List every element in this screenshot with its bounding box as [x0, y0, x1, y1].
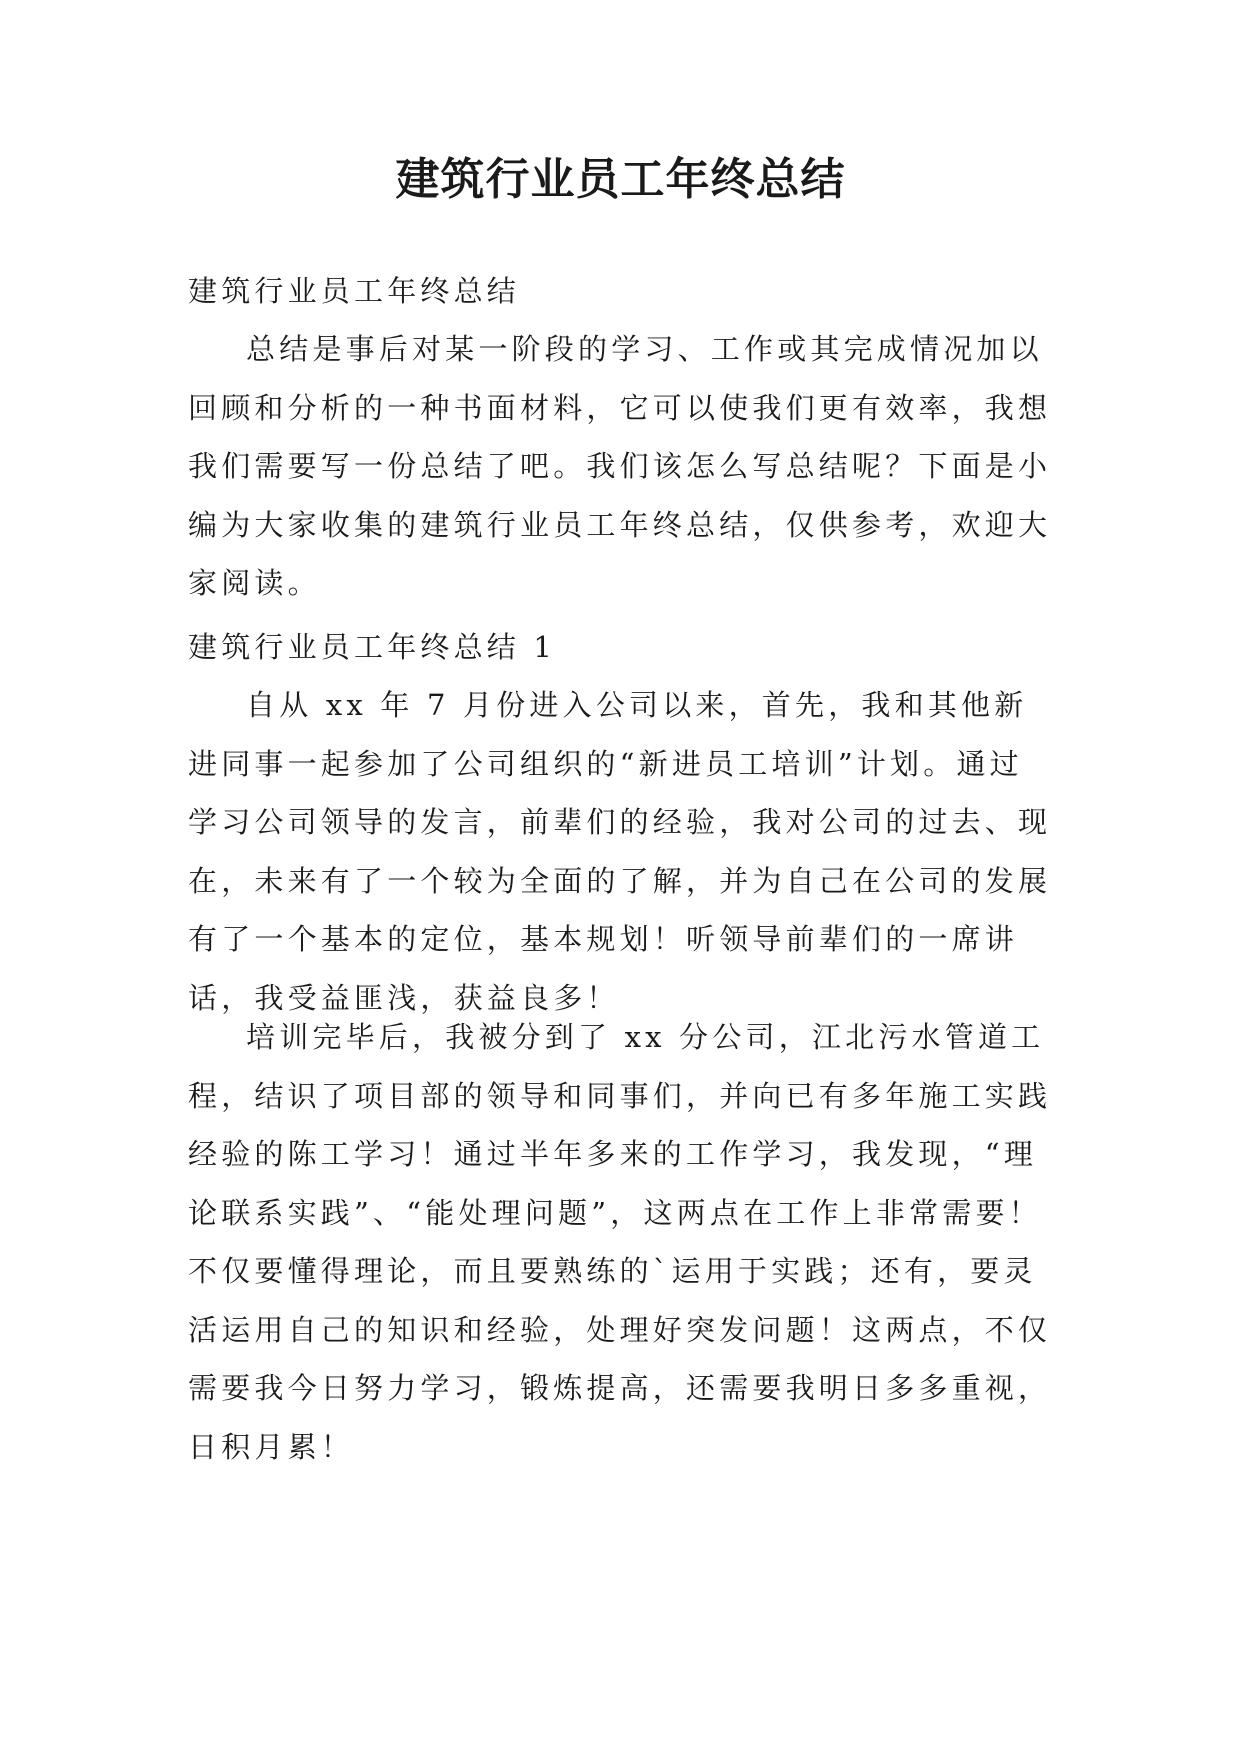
- document-title: 建筑行业员工年终总结: [395, 154, 846, 205]
- section-1-paragraph-1: 自从 xx 年 7 月份进入公司以来，首先，我和其他新进同事一起参加了公司组织的“新进员工培训”计划。通过学习公司领导的发言，前辈们的经验，我对公司的过去、现在，未来有了一个较为全面的了解，并为自己在公司的发展有了一个基本的定位，基本规划！听领导前辈们的一席讲话，我受益匪浅，获益良多！: [188, 688, 1052, 1015]
- section-1-heading: 建筑行业员工年终总结 1: [188, 630, 557, 664]
- document-subtitle: 建筑行业员工年终总结: [188, 274, 521, 308]
- section-1-paragraph-2: 培训完毕后，我被分到了 xx 分公司，江北污水管道工程，结识了项目部的领导和同事们，并向已有多年施工实践经验的陈工学习！通过半年多来的工作学习，我发现，“理论联系实践”、“能处理问题”，这两点在工作上非常需要！不仅要懂得理论，而且要熟练的`运用于实践；还有，要灵活运用自己的知识和经验，处理好突发问题！这两点，不仅需要我今日努力学习，锻炼提高，还需要我明日多多重视，日积月累！: [188, 1020, 1052, 1464]
- intro-paragraph: 总结是事后对某一阶段的学习、工作或其完成情况加以回顾和分析的一种书面材料，它可以使我们更有效率，我想我们需要写一份总结了吧。我们该怎么写总结呢？下面是小编为大家收集的建筑行业员工年终总结，仅供参考，欢迎大家阅读。: [188, 332, 1052, 600]
